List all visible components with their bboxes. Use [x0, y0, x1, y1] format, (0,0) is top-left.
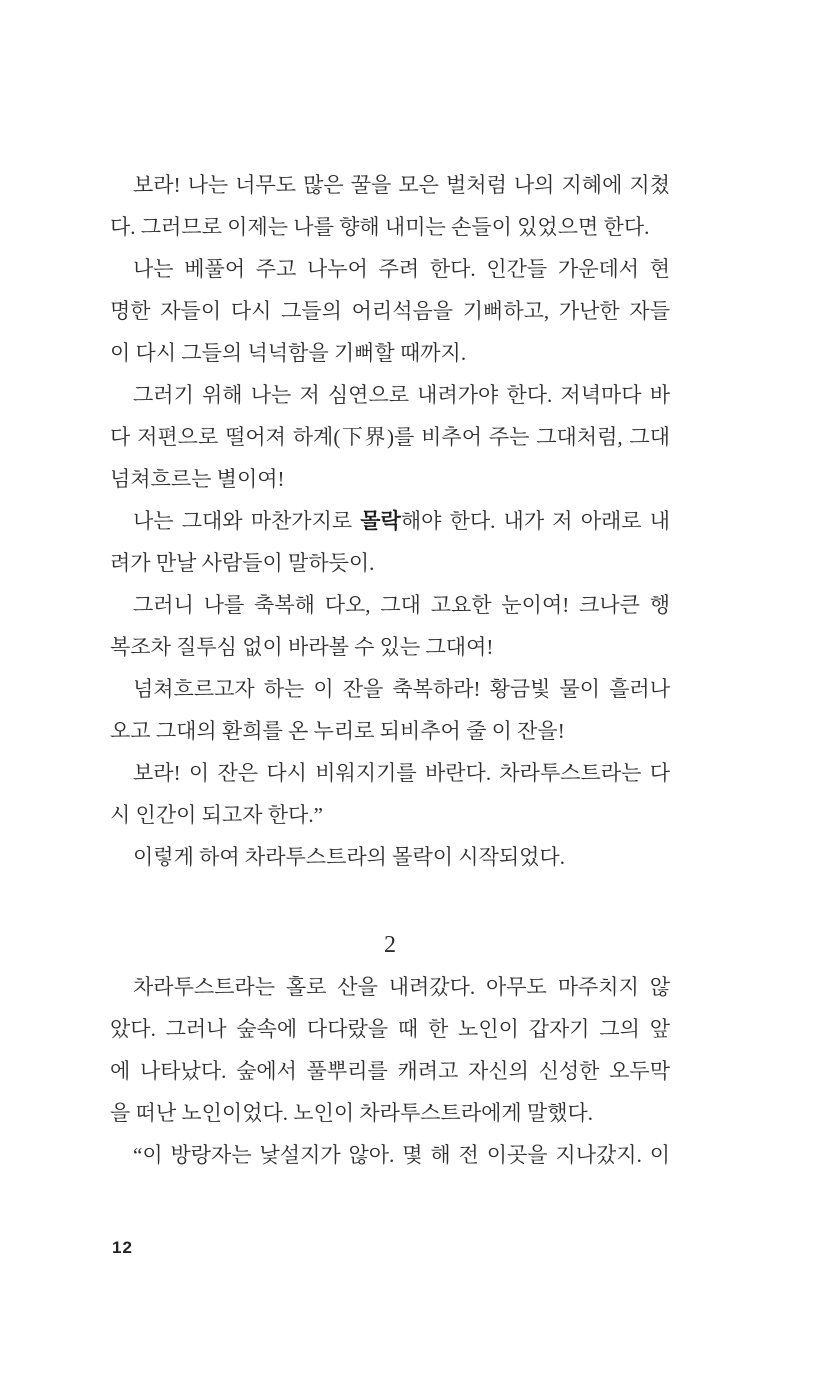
text-segment: 넘쳐흐르는 별이여!	[110, 467, 285, 491]
text-segment: 았다. 그러나 숲속에 다다랐을 때 한 노인이 갑자기 그의 앞	[110, 1017, 670, 1041]
text-line	[110, 966, 670, 1008]
text-segment: 에 나타났다. 숲에서 풀뿌리를 캐려고 자신의 신성한 오두막	[110, 1059, 670, 1083]
text-segment: 오고 그대의 환희를 온 누리로 되비추어 줄 이 잔을!	[110, 719, 565, 743]
paragraph	[110, 836, 670, 878]
text-line	[110, 668, 670, 710]
text-line	[110, 164, 670, 206]
text-segment: 보라! 이 잔은 다시 비워지기를 바란다. 차라투스트라는 다	[133, 761, 670, 785]
text-line	[110, 290, 670, 332]
paragraph	[110, 1134, 670, 1176]
text-line	[110, 584, 670, 626]
page-text-block	[110, 164, 670, 1176]
text-line	[110, 752, 670, 794]
text-segment: 그러기 위해 나는 저 심연으로 내려가야 한다. 저녁마다 바	[133, 383, 670, 407]
text-line	[110, 836, 670, 878]
paragraph	[110, 500, 670, 584]
text-segment: 차라투스트라는 홀로 산을 내려갔다. 아무도 마주치지 않	[133, 975, 670, 999]
paragraph	[110, 248, 670, 374]
text-line	[110, 626, 670, 668]
bold-emphasis: 몰락	[360, 509, 401, 533]
text-segment: 을 떠난 노인이었다. 노인이 차라투스트라에게 말했다.	[110, 1101, 594, 1125]
text-segment: 보라! 나는 너무도 많은 꿀을 모은 벌처럼 나의 지혜에 지쳤	[133, 173, 670, 197]
paragraph	[110, 668, 670, 752]
text-line	[110, 332, 670, 374]
text-segment: 해야 한다. 내가 저 아래로 내	[400, 509, 670, 533]
text-segment: 나는 베풀어 주고 나누어 주려 한다. 인간들 가운데서 현	[133, 257, 670, 281]
text-line	[110, 542, 670, 584]
paragraph	[110, 584, 670, 668]
text-line	[110, 710, 670, 752]
text-line	[110, 248, 670, 290]
text-line	[110, 1008, 670, 1050]
text-segment: 시 인간이 되고자 한다.”	[110, 803, 323, 827]
text-line	[110, 1134, 670, 1176]
text-line	[110, 374, 670, 416]
text-line	[110, 1050, 670, 1092]
text-line	[110, 416, 670, 458]
text-segment: 이렇게 하여 차라투스트라의 몰락이 시작되었다.	[133, 845, 565, 869]
text-line	[110, 458, 670, 500]
text-segment: 이 다시 그들의 넉넉함을 기뻐할 때까지.	[110, 341, 467, 365]
text-line	[110, 1092, 670, 1134]
text-segment: 명한 자들이 다시 그들의 어리석음을 기뻐하고, 가난한 자들	[110, 299, 670, 323]
paragraph	[110, 374, 670, 500]
section-2-heading: 2	[384, 932, 396, 958]
text-line	[110, 794, 670, 836]
text-segment: 복조차 질투심 없이 바라볼 수 있는 그대여!	[110, 635, 494, 659]
paragraph	[110, 752, 670, 836]
text-line	[110, 206, 670, 248]
section-2-body	[110, 966, 670, 1176]
text-segment: 넘쳐흐르고자 하는 이 잔을 축복하라! 황금빛 물이 흘러나	[133, 677, 670, 701]
text-segment: 다. 그러므로 이제는 나를 향해 내미는 손들이 있었으면 한다.	[110, 215, 650, 239]
text-segment: “이 방랑자는 낯설지가 않아. 몇 해 전 이곳을 지나갔지. 이	[133, 1143, 670, 1167]
page-number: 12	[112, 1238, 133, 1257]
text-segment: 다 저편으로 떨어져 하계(下界)를 비추어 주는 그대처럼, 그대	[110, 425, 670, 449]
paragraph	[110, 966, 670, 1134]
text-segment: 그러니 나를 축복해 다오, 그대 고요한 눈이여! 크나큰 행	[133, 593, 670, 617]
text-line	[110, 500, 670, 542]
text-segment: 나는 그대와 마찬가지로	[133, 509, 361, 533]
paragraph	[110, 164, 670, 248]
section-1-body	[110, 164, 670, 878]
text-segment: 려가 만날 사람들이 말하듯이.	[110, 551, 375, 575]
